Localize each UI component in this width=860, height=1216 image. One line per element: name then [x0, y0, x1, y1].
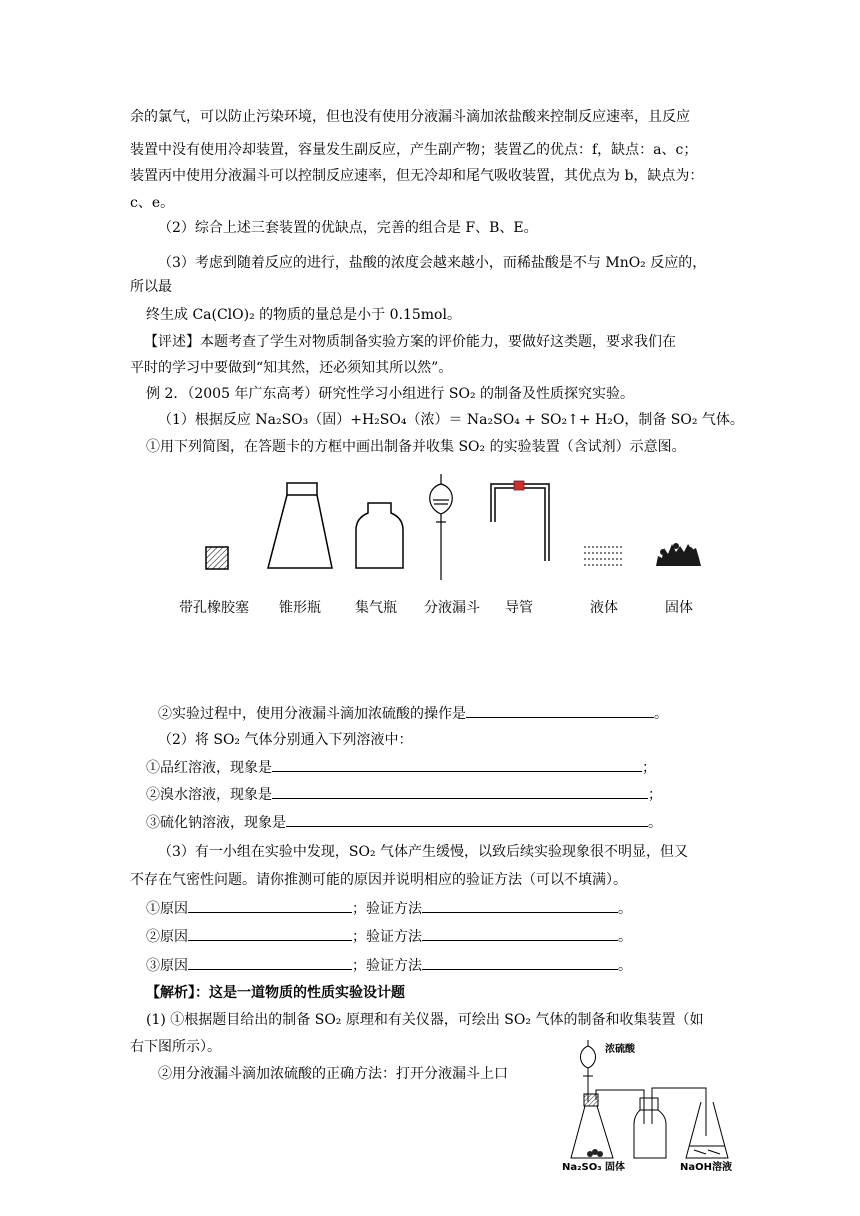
reason-label: ①原因: [146, 901, 188, 917]
collecting-jar-icon: [634, 1098, 666, 1158]
question-line: [146, 812, 662, 833]
reaction-flask-icon: [571, 1094, 613, 1158]
method-label: ；验证方法: [352, 901, 422, 917]
absorption-flask-icon: [686, 1102, 728, 1158]
answer-blank: [422, 898, 618, 913]
separatory-funnel-icon: [430, 474, 453, 580]
label-solid-reactant: Na₂SO₃ 固体: [562, 1162, 626, 1173]
question-text: ②实验过程中，使用分液漏斗滴加浓硫酸的操作是: [158, 706, 466, 722]
label-acid: 浓硫酸: [605, 1044, 635, 1055]
answer-blank: [286, 812, 648, 827]
question-text: ②溴水溶液，现象是: [146, 787, 272, 803]
paragraph-line: 装置丙中使用分液漏斗可以控制反应速率，但无冷却和尾气吸收装置，其优点为 b，缺点为：: [130, 168, 704, 184]
review-line: 【评述】本题考查了学生对物质制备实验方案的评价能力，要做好这类题，要求我们在: [144, 334, 676, 350]
paragraph-line: （2）综合上述三套装置的优缺点，完善的组合是 F、B、E。: [158, 220, 538, 236]
line-end: 。: [618, 958, 632, 974]
solid-reactant-icon: [587, 1149, 603, 1157]
analysis-line: (1) ①根据题目给出的制备 SO₂ 原理和有关仪器，可绘出 SO₂ 气体的制备和收集装置（如: [146, 1012, 704, 1028]
question-text: ③硫化钠溶液，现象是: [146, 815, 286, 831]
apparatus-figure: [0, 470, 860, 590]
analysis-line: ②用分液漏斗滴加浓硫酸的正确方法：打开分液漏斗上口: [158, 1066, 508, 1082]
label-solid: 固体: [665, 600, 693, 616]
paragraph-line: （3）考虑到随着反应的进行，盐酸的浓度会越来越小，而稀盐酸是不与 MnO₂ 反应的，: [158, 255, 707, 271]
line-end: 。: [618, 901, 632, 917]
question-text: ①品红溶液，现象是: [146, 760, 272, 776]
paragraph-line: c、e。: [130, 195, 175, 211]
gas-jar-icon: [356, 503, 403, 568]
question-line: [158, 703, 668, 724]
answer-blank: [188, 926, 352, 941]
liquid-icon: [584, 547, 622, 565]
paragraph-line: ①用下列简图，在答题卡的方框中画出制备并收集 SO₂ 的实验装置（含试剂）示意图。: [146, 439, 686, 455]
label-conical-flask: 锥形瓶: [279, 600, 321, 616]
answer-blank: [272, 757, 642, 772]
reason-line: [146, 926, 632, 947]
connecting-tube-icon: [596, 1088, 706, 1136]
example-heading: 例 2．（2005 年广东高考）研究性学习小组进行 SO₂ 的制备及性质探究实验。: [146, 386, 635, 402]
paragraph-line: 装置中没有使用冷却装置，容量发生副反应，产生副产物；装置乙的优点：f，缺点：a、c；: [130, 142, 698, 158]
label-liquid: 液体: [590, 600, 618, 616]
label-rubber-stopper: 带孔橡胶塞: [179, 600, 249, 616]
reason-label: ③原因: [146, 958, 188, 974]
reason-label: ②原因: [146, 929, 188, 945]
reason-line: [146, 898, 632, 919]
answer-blank: [188, 898, 352, 913]
rubber-stopper-icon: [206, 547, 228, 569]
answer-blank: [188, 955, 352, 970]
analysis-heading: 【解析】：这是一道物质的性质实验设计题: [146, 985, 405, 1001]
answer-blank: [466, 703, 654, 718]
analysis-line: 右下图所示）。: [130, 1039, 221, 1055]
reason-line: [146, 955, 632, 976]
line-end: 。: [654, 706, 668, 722]
answer-blank: [422, 926, 618, 941]
question-line: 不存在气密性问题。请你推测可能的原因并说明相应的验证方法（可以不填满）。: [130, 872, 627, 888]
solid-icon: [656, 543, 701, 566]
paragraph-line: 余的氯气，可以防止污染环境，但也没有使用分液漏斗滴加浓盐酸来控制反应速率，且反应: [130, 109, 690, 125]
answer-blank: [272, 784, 648, 799]
line-end: 。: [618, 929, 632, 945]
paragraph-line: 所以最: [130, 279, 172, 295]
question-line: [146, 784, 662, 805]
label-delivery-tube: 导管: [505, 600, 533, 616]
label-gas-jar: 集气瓶: [355, 600, 397, 616]
label-naoh: NaOH溶液: [680, 1162, 732, 1173]
tube-clamp-icon: [514, 481, 524, 490]
label-separatory-funnel: 分液漏斗: [424, 600, 480, 616]
line-end: 。: [648, 815, 662, 831]
question-line: （2）将 SO₂ 气体分别通入下列溶液中：: [158, 732, 413, 748]
delivery-tube-icon: [491, 484, 549, 561]
question-line: [146, 757, 656, 778]
paragraph-line: 平时的学习中要做到“知其然，还必须知其所以然”。: [130, 360, 453, 376]
conical-flask-icon: [268, 483, 332, 568]
funnel-icon: [581, 1040, 596, 1102]
method-label: ；验证方法: [352, 958, 422, 974]
line-end: ；: [648, 787, 662, 803]
answer-blank: [422, 955, 618, 970]
paragraph-line: （1）根据反应 Na₂SO₃（固）+H₂SO₄（浓）＝ Na₂SO₄ + SO₂↑+ H₂O，制备 SO₂ 气体。: [158, 412, 744, 428]
method-label: ；验证方法: [352, 929, 422, 945]
line-end: ；: [642, 760, 656, 776]
setup-figure: [556, 1036, 746, 1176]
question-line: （3）有一小组在实验中发现，SO₂ 气体产生缓慢，以致后续实验现象很不明显，但又: [158, 844, 689, 860]
paragraph-line: 终生成 Ca(ClO)₂ 的物质的量总是小于 0.15mol。: [146, 307, 461, 323]
